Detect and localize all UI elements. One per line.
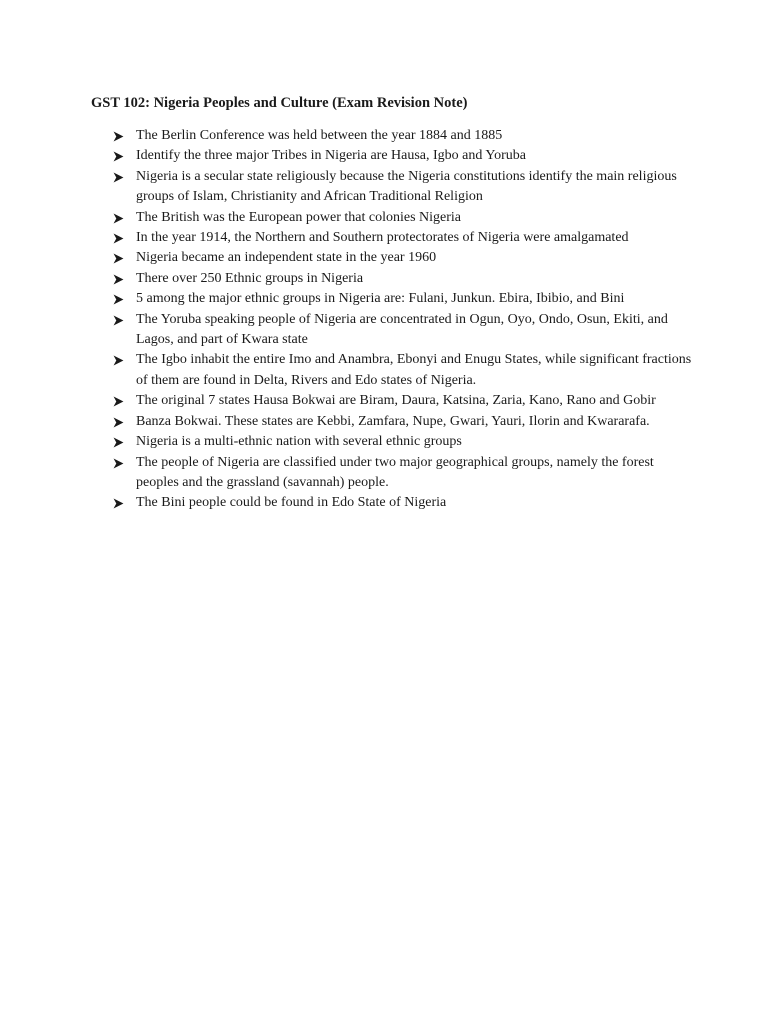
list-item-text: Nigeria is a multi-ethnic nation with several ethnic groups bbox=[136, 434, 462, 450]
list-item bbox=[113, 493, 693, 513]
arrowhead-bullet-icon bbox=[113, 350, 125, 370]
list-item-text: There over 250 Ethnic groups in Nigeria bbox=[136, 270, 364, 286]
arrowhead-bullet-icon bbox=[113, 453, 125, 473]
document-title: GST 102: Nigeria Peoples and Culture (Exam Revision Note) bbox=[91, 95, 468, 111]
list-item bbox=[113, 146, 693, 166]
arrowhead-bullet-icon bbox=[113, 146, 125, 166]
list-item bbox=[113, 391, 693, 411]
list-item bbox=[113, 350, 693, 391]
revision-note-list bbox=[113, 126, 693, 514]
arrowhead-bullet-icon bbox=[113, 432, 125, 452]
arrowhead-bullet-icon bbox=[113, 391, 125, 411]
arrowhead-bullet-icon bbox=[113, 269, 125, 289]
list-item-text: In the year 1914, the Northern and Southern protectorates of Nigeria were amalgamated bbox=[136, 230, 629, 246]
list-item-text: The Berlin Conference was held between the year 1884 and 1885 bbox=[136, 128, 503, 143]
list-item-text: The Yoruba speaking people of Nigeria are concentrated in Ogun, Oyo, Ondo, Osun, Ekiti, and Lagos, and part of Kwara state bbox=[136, 311, 668, 348]
list-item bbox=[113, 208, 693, 228]
arrowhead-bullet-icon bbox=[113, 310, 125, 330]
list-item-text: The British was the European power that colonies Nigeria bbox=[136, 209, 462, 225]
arrowhead-bullet-icon bbox=[113, 412, 125, 432]
list-item bbox=[113, 412, 693, 432]
list-item bbox=[113, 432, 693, 452]
list-item bbox=[113, 228, 693, 248]
arrowhead-bullet-icon bbox=[113, 167, 125, 187]
list-item-text: Identify the three major Tribes in Nigeria are Hausa, Igbo and Yoruba bbox=[136, 148, 526, 164]
list-item bbox=[113, 289, 693, 309]
list-item bbox=[113, 453, 693, 494]
arrowhead-bullet-icon bbox=[113, 493, 125, 513]
list-item-text: Nigeria became an independent state in the year 1960 bbox=[136, 250, 437, 266]
arrowhead-bullet-icon bbox=[113, 289, 125, 309]
arrowhead-bullet-icon bbox=[113, 208, 125, 228]
arrowhead-bullet-icon bbox=[113, 228, 125, 248]
list-item bbox=[113, 310, 693, 351]
list-item-text: The people of Nigeria are classified under two major geographical groups, namely the forest peoples and the grassland (savannah) people. bbox=[136, 454, 654, 490]
list-item bbox=[113, 126, 693, 146]
list-item bbox=[113, 269, 693, 289]
arrowhead-bullet-icon bbox=[113, 248, 125, 268]
list-item-text: The original 7 states Hausa Bokwai are Biram, Daura, Katsina, Zaria, Kano, Rano and Gobir bbox=[136, 393, 656, 409]
list-item bbox=[113, 167, 693, 208]
list-item-text: The Igbo inhabit the entire Imo and Anambra, Ebonyi and Enugu States, while significant fractions of them are found in Delta, Rivers and Edo states of Nigeria. bbox=[136, 352, 692, 388]
list-item-text: 5 among the major ethnic groups in Nigeria are: Fulani, Junkun. Ebira, Ibibio, and Bini bbox=[136, 291, 625, 307]
list-item-text: Nigeria is a secular state religiously because the Nigeria constitutions identify the main religious groups of Islam, Christianity and African Traditional Religion bbox=[136, 168, 677, 205]
list-item-text: The Bini people could be found in Edo State of Nigeria bbox=[136, 495, 447, 511]
list-item bbox=[113, 248, 693, 268]
list-item-text: Banza Bokwai. These states are Kebbi, Zamfara, Nupe, Gwari, Yauri, Ilorin and Kwararafa. bbox=[136, 413, 650, 429]
arrowhead-bullet-icon bbox=[113, 126, 125, 146]
